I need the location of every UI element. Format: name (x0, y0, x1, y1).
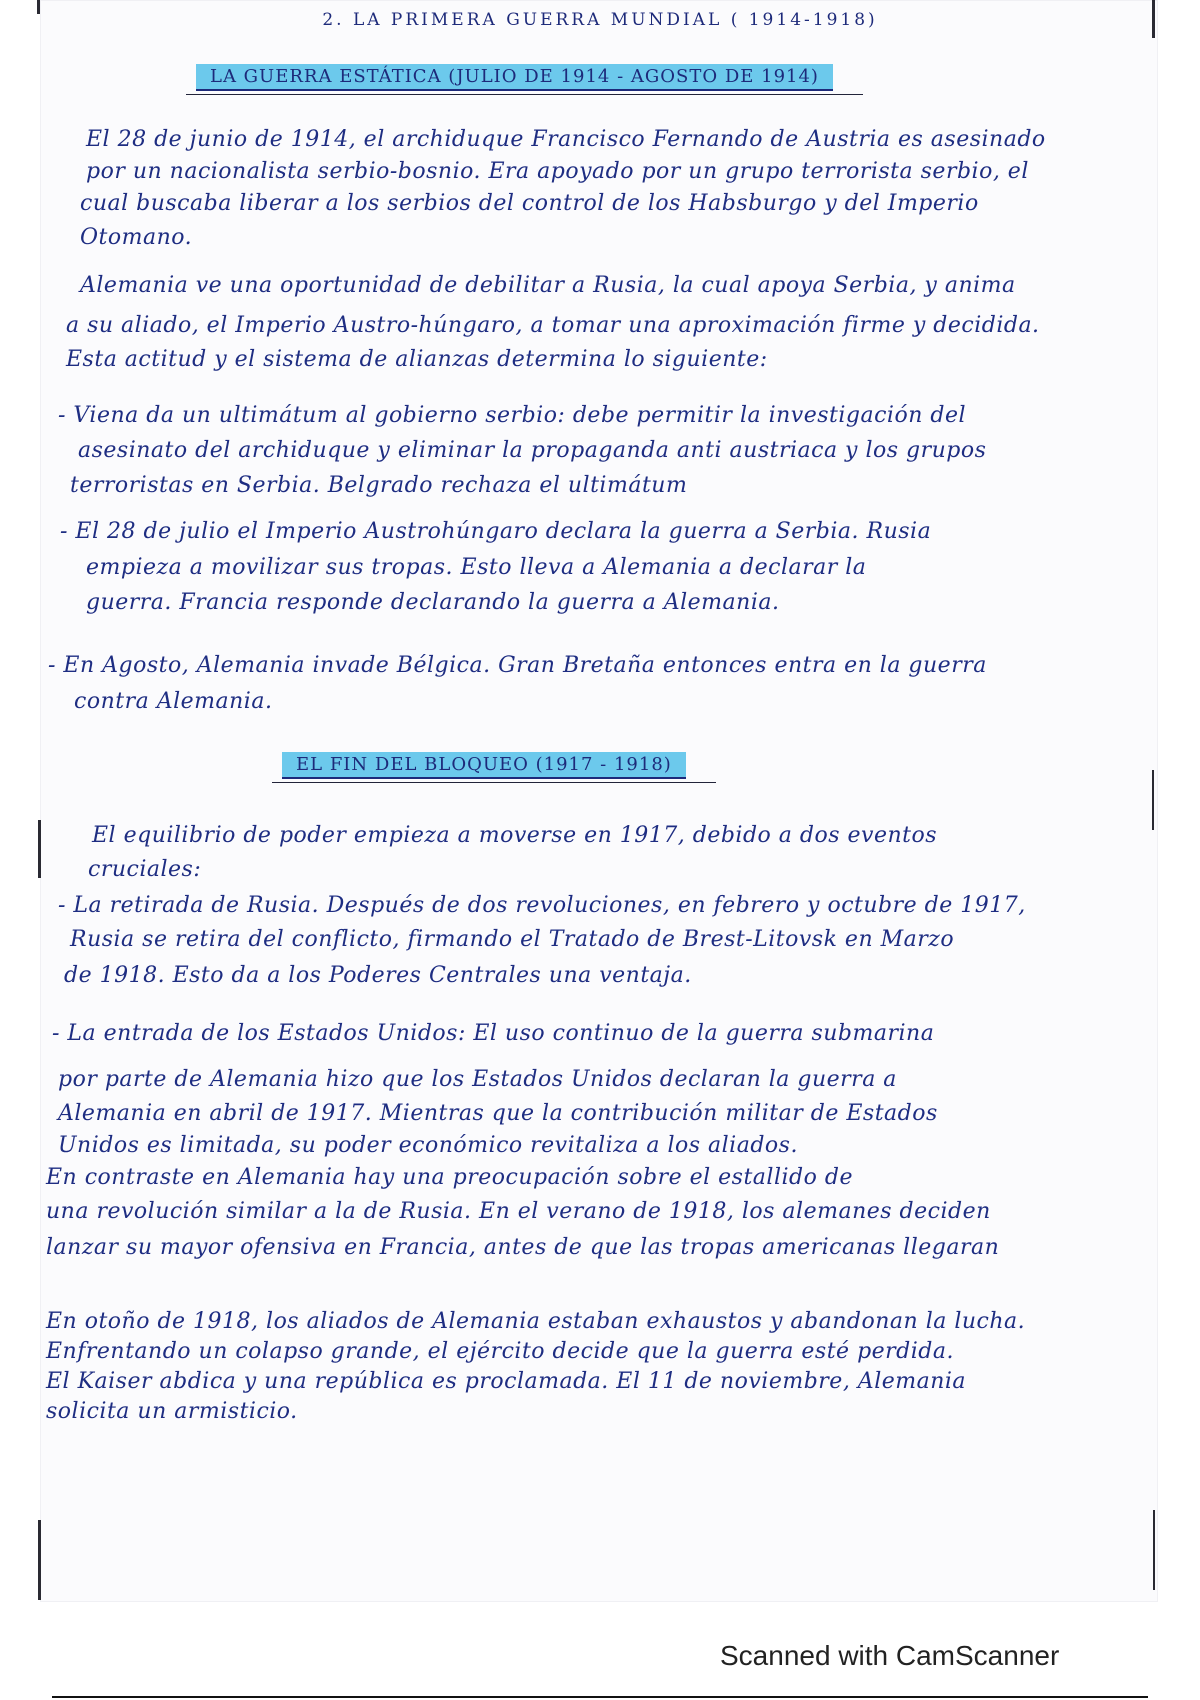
text-line: El equilibrio de poder empieza a moverse en 1917, debido a dos eventos (92, 823, 938, 848)
text-line: de 1918. Esto da a los Poderes Centrales una ventaja. (64, 963, 692, 988)
text-line: lanzar su mayor ofensiva en Francia, antes de que las tropas americanas llegaran (46, 1235, 1000, 1260)
text-line: - El 28 de julio el Imperio Austrohúngaro declara la guerra a Serbia. Rusia (60, 519, 932, 544)
page-title: 2. LA PRIMERA GUERRA MUNDIAL ( 1914-1918) (322, 10, 878, 30)
text-line: guerra. Francia responde declarando la guerra a Alemania. (86, 590, 780, 615)
text-line: Rusia se retira del conflicto, firmando el Tratado de Brest-Litovsk en Marzo (70, 927, 955, 952)
text-line: Esta actitud y el sistema de alianzas determina lo siguiente: (66, 347, 768, 372)
text-line: solicita un armisticio. (46, 1399, 298, 1424)
text-line: Unidos es limitada, su poder económico revitaliza a los aliados. (58, 1133, 798, 1158)
text-line: asesinato del archiduque y eliminar la propaganda anti austriaca y los grupos (78, 438, 987, 463)
text-line: En otoño de 1918, los aliados de Alemania estaban exhaustos y abandonan la lucha. (46, 1309, 1026, 1334)
text-line: empieza a movilizar sus tropas. Esto lleva a Alemania a declarar la (86, 555, 867, 580)
text-line: En contraste en Alemania hay una preocupación sobre el estallido de (46, 1165, 853, 1190)
text-line: Otomano. (80, 225, 193, 250)
text-line: - La entrada de los Estados Unidos: El uso continuo de la guerra submarina (52, 1021, 935, 1046)
text-line: Alemania ve una oportunidad de debilitar a Rusia, la cual apoya Serbia, y anima (80, 273, 1016, 298)
text-line: a su aliado, el Imperio Austro-húngaro, a tomar una aproximación firme y decidida. (66, 313, 1040, 338)
text-line: - Viena da un ultimátum al gobierno serbio: debe permitir la investigación del (58, 403, 967, 428)
section-heading: EL FIN DEL BLOQUEO (1917 - 1918) (282, 752, 686, 779)
text-line: por un nacionalista serbio-bosnio. Era apoyado por un grupo terrorista serbio, el (86, 159, 1029, 184)
page-edge-mark (38, 1520, 41, 1600)
page-edge-mark (1152, 770, 1154, 830)
page-edge-mark (1153, 1510, 1155, 1590)
text-line: Enfrentando un colapso grande, el ejército decide que la guerra esté perdida. (46, 1339, 954, 1364)
scanner-watermark: Scanned with CamScanner (720, 1640, 1060, 1671)
text-line: - La retirada de Rusia. Después de dos revoluciones, en febrero y octubre de 1917, (58, 893, 1026, 918)
text-line: cual buscaba liberar a los serbios del control de los Habsburgo y del Imperio (80, 191, 979, 216)
text-line: - En Agosto, Alemania invade Bélgica. Gran Bretaña entonces entra en la guerra (48, 653, 987, 678)
text-line: una revolución similar a la de Rusia. En el verano de 1918, los alemanes deciden (46, 1199, 991, 1224)
text-line: cruciales: (88, 857, 202, 882)
text-line: Alemania en abril de 1917. Mientras que la contribución militar de Estados (58, 1101, 938, 1126)
section-heading: LA GUERRA ESTÁTICA (JULIO DE 1914 - AGOSTO DE 1914) (196, 64, 833, 91)
text-line: El 28 de junio de 1914, el archiduque Francisco Fernando de Austria es asesinado (86, 127, 1046, 152)
text-line: contra Alemania. (74, 689, 273, 714)
text-line: terroristas en Serbia. Belgrado rechaza el ultimátum (70, 473, 688, 498)
text-line: por parte de Alemania hizo que los Estados Unidos declaran la guerra a (58, 1067, 897, 1092)
bottom-divider (52, 1696, 1148, 1698)
page-edge-mark (38, 820, 41, 878)
text-line: El Kaiser abdica y una república es proclamada. El 11 de noviembre, Alemania (46, 1369, 967, 1394)
